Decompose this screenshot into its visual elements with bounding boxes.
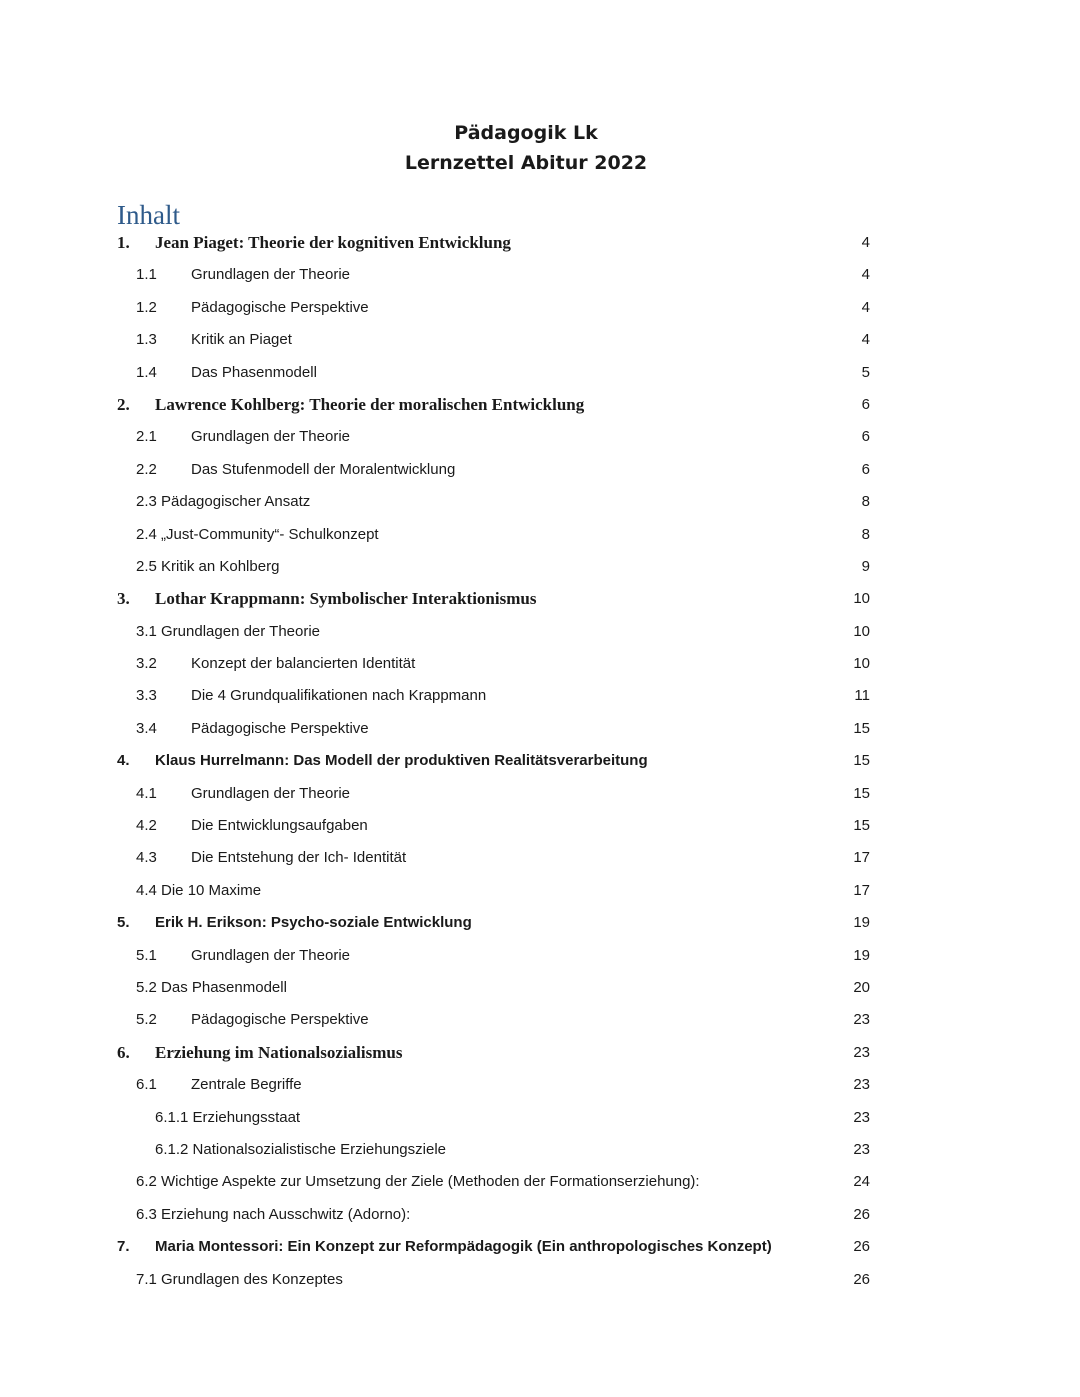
toc-entry[interactable] xyxy=(0,907,1080,939)
toc-entry-label: Klaus Hurrelmann: Das Modell der produktiven Realitätsverarbeitung xyxy=(155,752,648,770)
toc-entry[interactable] xyxy=(0,616,1080,648)
toc-entry-label: 2.5 Kritik an Kohlberg xyxy=(136,557,280,575)
toc-entry-page-number: 26 xyxy=(853,1205,870,1223)
toc-entry[interactable] xyxy=(0,680,1080,712)
toc-entry-label: Maria Montessori: Ein Konzept zur Reformpädagogik (Ein anthropologisches Konzept) xyxy=(155,1238,772,1256)
toc-entry-number: 1.4 xyxy=(136,363,157,381)
toc-entry[interactable] xyxy=(0,875,1080,907)
toc-entry-label: 4.4 Die 10 Maxime xyxy=(136,881,262,899)
toc-entry-number: 3.4 xyxy=(136,719,157,737)
toc-entry-number: 4. xyxy=(117,752,130,770)
toc-entry-page-number: 17 xyxy=(853,849,870,867)
toc-entry-number: 5.1 xyxy=(136,946,157,964)
toc-entry-number: 4.3 xyxy=(136,849,157,867)
toc-entry-page-number: 9 xyxy=(861,557,870,575)
toc-entry[interactable] xyxy=(0,486,1080,518)
toc-entry[interactable] xyxy=(0,389,1080,421)
toc-entry[interactable] xyxy=(0,713,1080,745)
toc-entry-number: 2.1 xyxy=(136,428,157,446)
toc-entry-label: Das Stufenmodell der Moralentwicklung xyxy=(191,460,456,478)
toc-entry-label: Grundlagen der Theorie xyxy=(191,266,350,284)
toc-entry-label: Lawrence Kohlberg: Theorie der moralischen Entwicklung xyxy=(155,394,585,414)
toc-entry-label: 3.1 Grundlagen der Theorie xyxy=(136,622,321,640)
toc-entry-label: 6.1.1 Erziehungsstaat xyxy=(155,1108,301,1126)
toc-entry-number: 4.1 xyxy=(136,784,157,802)
toc-entry[interactable] xyxy=(0,1134,1080,1166)
toc-entry[interactable] xyxy=(0,583,1080,615)
toc-entry-page-number: 4 xyxy=(861,331,870,349)
toc-entry[interactable] xyxy=(0,1264,1080,1296)
toc-entry-page-number: 15 xyxy=(853,784,870,802)
toc-entry[interactable] xyxy=(0,1102,1080,1134)
toc-entry-label: Grundlagen der Theorie xyxy=(191,946,350,964)
toc-entry[interactable] xyxy=(0,421,1080,453)
toc-entry-page-number: 15 xyxy=(853,817,870,835)
toc-entry-page-number: 15 xyxy=(853,719,870,737)
toc-entry-label: 6.3 Erziehung nach Ausschwitz (Adorno): xyxy=(136,1205,411,1223)
toc-entry[interactable] xyxy=(0,972,1080,1004)
toc-entry-label: Lothar Krappmann: Symbolischer Interaktionismus xyxy=(155,589,537,609)
toc-entry[interactable] xyxy=(0,940,1080,972)
table-of-contents xyxy=(0,227,1080,1296)
toc-entry[interactable] xyxy=(0,1069,1080,1101)
toc-entry-page-number: 10 xyxy=(853,590,870,608)
toc-entry-number: 1.3 xyxy=(136,331,157,349)
toc-entry[interactable] xyxy=(0,357,1080,389)
toc-entry-label: 7.1 Grundlagen des Konzeptes xyxy=(136,1270,343,1288)
toc-entry-number: 3.2 xyxy=(136,655,157,673)
toc-entry[interactable] xyxy=(0,292,1080,324)
toc-entry-page-number: 23 xyxy=(853,1011,870,1029)
toc-entry-number: 5. xyxy=(117,914,130,932)
toc-heading: Inhalt xyxy=(117,200,180,230)
toc-entry-label: Pädagogische Perspektive xyxy=(191,1011,369,1029)
toc-entry-number: 1. xyxy=(117,233,130,252)
toc-entry-page-number: 4 xyxy=(861,234,870,251)
toc-entry-page-number: 15 xyxy=(853,752,870,770)
toc-entry-label: Grundlagen der Theorie xyxy=(191,784,350,802)
toc-entry-number: 7. xyxy=(117,1238,130,1256)
toc-entry-page-number: 6 xyxy=(861,395,870,413)
toc-entry[interactable] xyxy=(0,227,1080,259)
document-title-line-2: Lernzettel Abitur 2022 xyxy=(404,152,648,174)
toc-entry-label: Pädagogische Perspektive xyxy=(191,298,369,316)
toc-entry[interactable] xyxy=(0,519,1080,551)
document-title-line-1: Pädagogik Lk xyxy=(454,122,598,144)
toc-entry-label: Grundlagen der Theorie xyxy=(191,428,350,446)
toc-entry-page-number: 19 xyxy=(853,914,870,932)
toc-entry-label: Das Phasenmodell xyxy=(191,363,317,381)
toc-entry-page-number: 6 xyxy=(861,460,870,478)
toc-entry-label: 6.1.2 Nationalsozialistische Erziehungsziele xyxy=(155,1140,446,1158)
toc-entry[interactable] xyxy=(0,551,1080,583)
toc-entry-label: 2.4 „Just-Community“- Schulkonzept xyxy=(136,525,379,543)
toc-entry-page-number: 10 xyxy=(853,655,870,673)
toc-entry-label: Konzept der balancierten Identität xyxy=(191,655,416,673)
toc-entry-page-number: 23 xyxy=(853,1108,870,1126)
toc-entry-label: Pädagogische Perspektive xyxy=(191,719,369,737)
toc-entry-number: 2. xyxy=(117,394,130,414)
toc-entry[interactable] xyxy=(0,842,1080,874)
toc-entry-page-number: 4 xyxy=(861,266,870,284)
toc-entry-page-number: 6 xyxy=(861,428,870,446)
toc-entry-page-number: 11 xyxy=(854,687,870,705)
toc-entry-label: Zentrale Begriffe xyxy=(191,1076,302,1094)
toc-entry-page-number: 10 xyxy=(853,622,870,640)
toc-entry[interactable] xyxy=(0,324,1080,356)
toc-entry[interactable] xyxy=(0,454,1080,486)
toc-entry-page-number: 26 xyxy=(853,1238,870,1256)
toc-entry[interactable] xyxy=(0,1199,1080,1231)
toc-entry-label: 2.3 Pädagogischer Ansatz xyxy=(136,493,311,511)
toc-entry-page-number: 23 xyxy=(853,1140,870,1158)
toc-entry[interactable] xyxy=(0,1231,1080,1263)
toc-entry-page-number: 20 xyxy=(853,978,870,996)
toc-entry[interactable] xyxy=(0,648,1080,680)
toc-entry[interactable] xyxy=(0,778,1080,810)
toc-entry[interactable] xyxy=(0,810,1080,842)
toc-entry[interactable] xyxy=(0,1004,1080,1036)
toc-entry-page-number: 4 xyxy=(861,298,870,316)
toc-entry-label: Erziehung im Nationalsozialismus xyxy=(155,1042,403,1062)
document-title xyxy=(0,118,1066,178)
toc-entry-page-number: 17 xyxy=(853,881,870,899)
toc-entry-label: 6.2 Wichtige Aspekte zur Umsetzung der Ziele (Methoden der Formationserziehung): xyxy=(136,1173,700,1191)
toc-entry-label: Jean Piaget: Theorie der kognitiven Entwicklung xyxy=(155,233,511,252)
toc-entry-page-number: 23 xyxy=(853,1043,870,1061)
toc-entry-label: 5.2 Das Phasenmodell xyxy=(136,978,287,996)
toc-entry-number: 4.2 xyxy=(136,817,157,835)
toc-entry[interactable] xyxy=(0,1166,1080,1198)
toc-entry-page-number: 26 xyxy=(853,1270,870,1288)
toc-entry-label: Die Entwicklungsaufgaben xyxy=(191,817,368,835)
toc-entry[interactable] xyxy=(0,259,1080,291)
toc-entry-number: 2.2 xyxy=(136,460,157,478)
toc-entry-number: 3.3 xyxy=(136,687,157,705)
toc-entry-number: 6. xyxy=(117,1042,130,1062)
toc-entry-page-number: 24 xyxy=(853,1173,870,1191)
toc-entry-label: Die Entstehung der Ich- Identität xyxy=(191,849,407,867)
toc-entry-page-number: 5 xyxy=(861,363,870,381)
toc-entry[interactable] xyxy=(0,745,1080,777)
toc-entry-label: Kritik an Piaget xyxy=(191,331,292,349)
toc-entry[interactable] xyxy=(0,1037,1080,1069)
toc-entry-number: 1.2 xyxy=(136,298,157,316)
toc-entry-label: Die 4 Grundqualifikationen nach Krappmann xyxy=(191,687,487,705)
toc-entry-number: 3. xyxy=(117,589,130,609)
toc-entry-page-number: 23 xyxy=(853,1076,870,1094)
toc-entry-number: 6.1 xyxy=(136,1076,157,1094)
toc-entry-label: Erik H. Erikson: Psycho-soziale Entwicklung xyxy=(155,914,472,932)
toc-entry-page-number: 8 xyxy=(861,525,870,543)
toc-entry-page-number: 19 xyxy=(853,946,870,964)
toc-entry-number: 5.2 xyxy=(136,1011,157,1029)
toc-entry-page-number: 8 xyxy=(861,493,870,511)
toc-entry-number: 1.1 xyxy=(136,266,157,284)
